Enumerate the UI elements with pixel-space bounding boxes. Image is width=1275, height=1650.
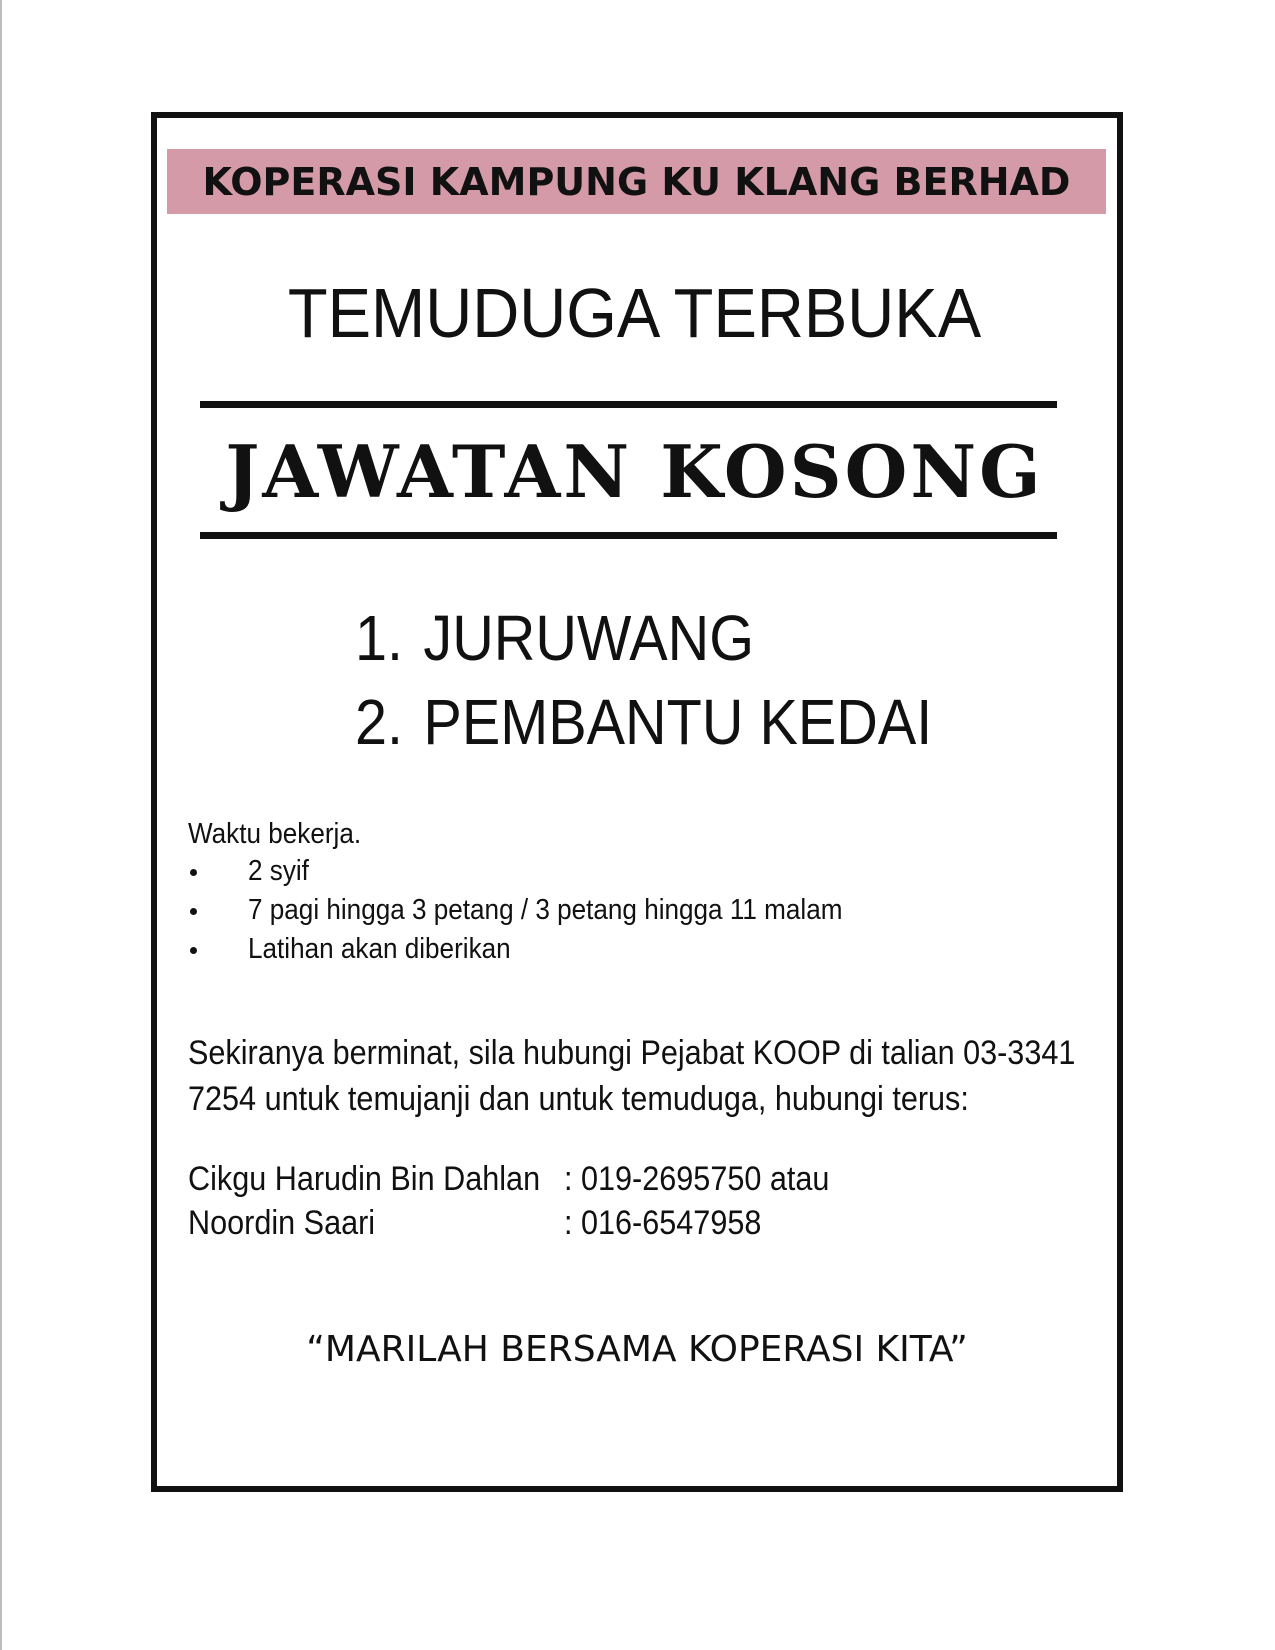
- contact-phone: : 016-6547958: [564, 1204, 762, 1242]
- bottom-divider: [200, 532, 1057, 539]
- work-hours-item: 7 pagi hingga 3 petang / 3 petang hingga 11 malam: [188, 891, 909, 930]
- work-hours-label: Waktu bekerja.: [188, 818, 362, 850]
- contact-paragraph-line: 7254 untuk temujanji dan untuk temuduga, hubungi terus:: [188, 1080, 969, 1118]
- contact-name: Cikgu Harudin Bin Dahlan: [188, 1160, 541, 1198]
- contacts-list: [188, 1157, 1088, 1245]
- positions-list: [355, 596, 996, 764]
- position-item: [355, 680, 932, 764]
- position-title: JURUWANG: [423, 602, 755, 674]
- position-number: 2.: [355, 686, 404, 758]
- position-number: 1.: [355, 602, 404, 674]
- top-divider: [200, 401, 1057, 408]
- contact-phone: : 019-2695750 atau: [564, 1160, 830, 1198]
- headline: TEMUDUGA TERBUKA: [287, 274, 982, 352]
- position-title: PEMBANTU KEDAI: [423, 686, 933, 758]
- page-edge: [0, 0, 2, 1650]
- contact-row: [188, 1201, 1088, 1245]
- contact-paragraph: [188, 1030, 1148, 1122]
- work-hours-item: Latihan akan diberikan: [188, 930, 909, 969]
- contact-name: Noordin Saari: [188, 1204, 376, 1242]
- contact-row: [188, 1157, 1088, 1201]
- organization-name: KOPERASI KAMPUNG KU KLANG BERHAD: [202, 159, 1071, 204]
- bullet-icon: [190, 947, 197, 954]
- work-hours-item: 2 syif: [188, 852, 909, 891]
- work-hours-list: [188, 852, 909, 969]
- position-item: [355, 596, 932, 680]
- vacancy-title: JAWATAN KOSONG: [225, 429, 1044, 514]
- bullet-icon: [190, 869, 197, 876]
- slogan: “MARILAH BERSAMA KOPERASI KITA”: [306, 1329, 968, 1370]
- bullet-icon: [190, 908, 197, 915]
- organization-banner: [167, 149, 1106, 214]
- contact-paragraph-line: Sekiranya berminat, sila hubungi Pejabat KOOP di talian 03-3341: [188, 1034, 1076, 1072]
